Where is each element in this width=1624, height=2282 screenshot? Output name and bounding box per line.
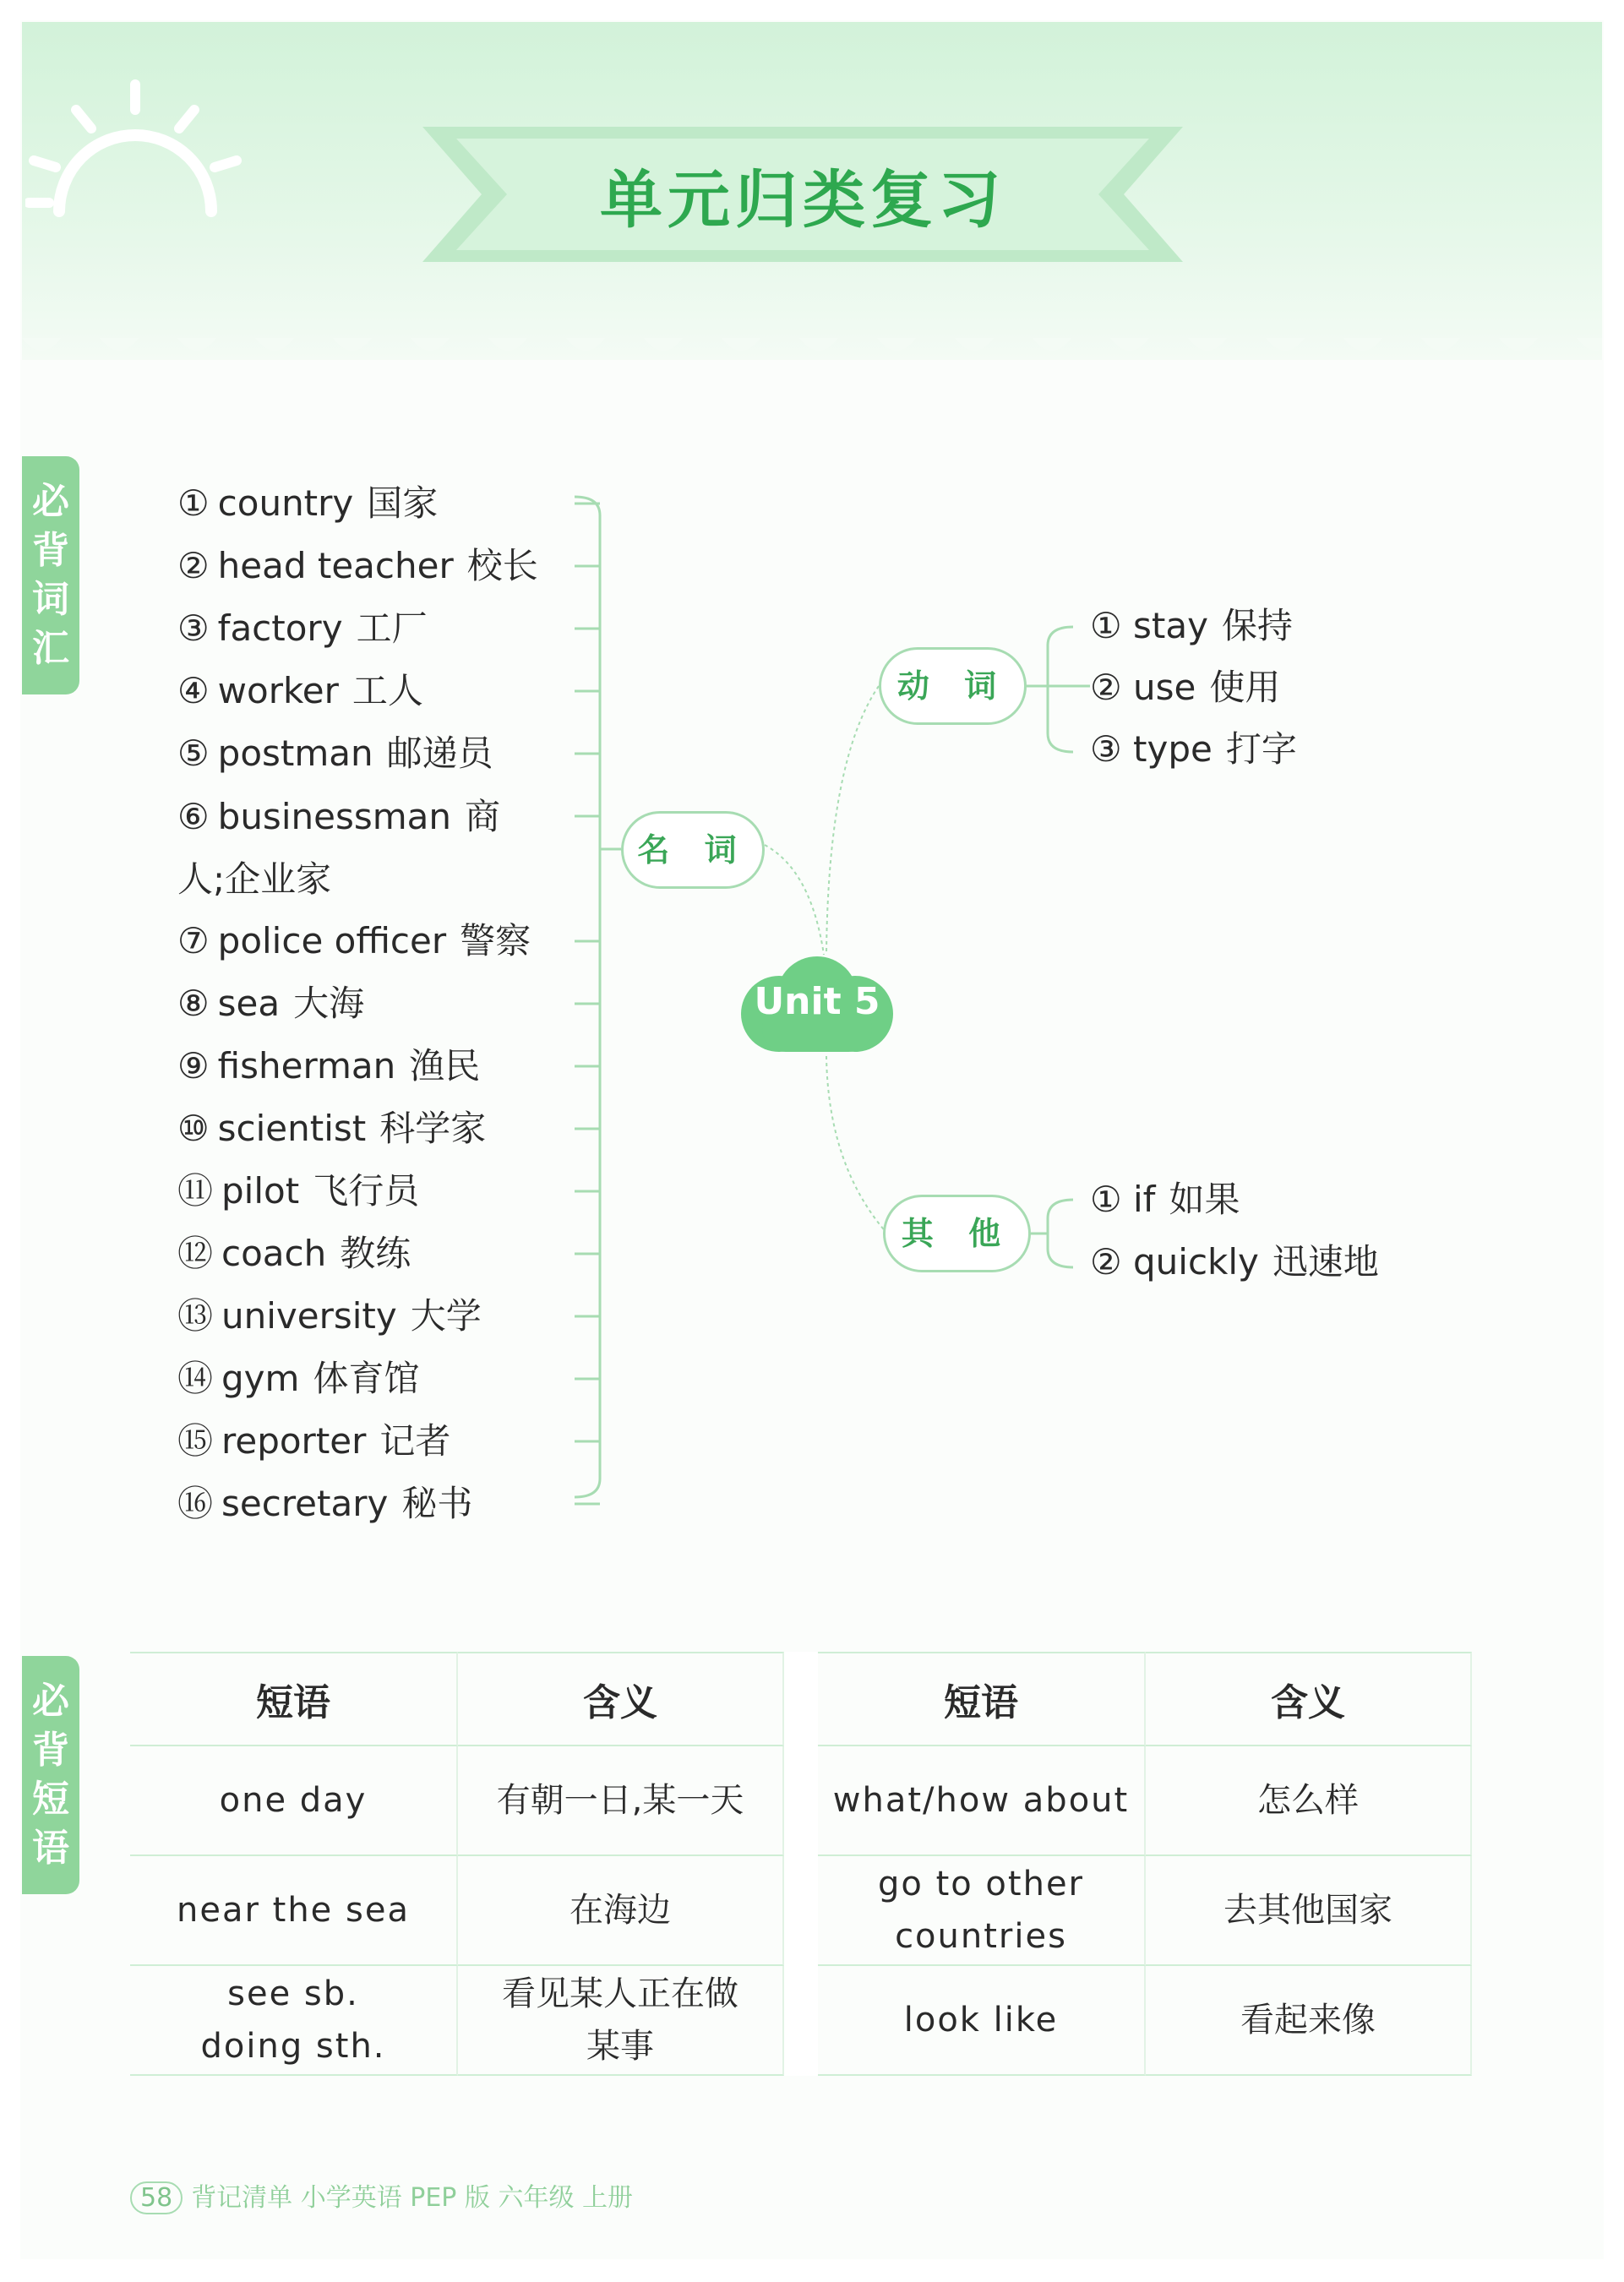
noun-item xyxy=(177,1161,583,1222)
item-chinese: 校长 xyxy=(466,545,538,586)
item-chinese: 大学 xyxy=(410,1295,482,1337)
phrase-cell: go to other countries xyxy=(818,1856,1146,1966)
item-chinese: 记者 xyxy=(379,1420,451,1462)
item-number: ④ xyxy=(177,670,210,711)
vocab-tab-char: 词 xyxy=(32,578,69,621)
noun-item xyxy=(177,1036,583,1097)
vocab-side-tab xyxy=(22,456,79,694)
meaning-cell: 怎么样 xyxy=(1146,1746,1472,1856)
column-gap xyxy=(784,1966,818,2076)
item-english: quickly xyxy=(1133,1241,1259,1283)
noun-item xyxy=(177,598,583,659)
item-number: ② xyxy=(1090,667,1122,708)
item-number: ① xyxy=(1090,605,1122,646)
item-english: postman xyxy=(217,733,373,774)
item-chinese: 如果 xyxy=(1169,1179,1240,1220)
item-chinese: 科学家 xyxy=(379,1108,487,1149)
phrase-table xyxy=(130,1652,1472,2076)
item-chinese: 秘书 xyxy=(401,1483,473,1524)
item-chinese: 使用 xyxy=(1209,667,1281,708)
item-english: fisherman xyxy=(217,1045,396,1087)
item-number: ⑬ xyxy=(177,1295,214,1337)
item-number: ⑫ xyxy=(177,1233,214,1274)
noun-item xyxy=(177,786,532,911)
phrase-cell: one day xyxy=(130,1746,458,1856)
item-chinese: 体育馆 xyxy=(313,1358,420,1399)
noun-item xyxy=(177,1473,583,1534)
meaning-cell: 去其他国家 xyxy=(1146,1856,1472,1966)
item-english: gym xyxy=(221,1358,300,1399)
footer-text: 背记清单 小学英语 PEP 版 六年级 上册 xyxy=(191,2183,634,2213)
page-footer xyxy=(130,2176,633,2214)
verb-item xyxy=(1090,719,1297,780)
item-english: secretary xyxy=(221,1483,389,1524)
meaning-cell: 在海边 xyxy=(458,1856,784,1966)
item-english: sea xyxy=(217,983,281,1024)
noun-item xyxy=(177,536,583,596)
item-number: ⑧ xyxy=(177,983,210,1024)
phrases-tab-char: 语 xyxy=(32,1827,69,1870)
verb-category-pill: 动 词 xyxy=(879,647,1027,725)
item-number: ⑭ xyxy=(177,1358,214,1399)
item-chinese: 工厂 xyxy=(356,607,428,649)
item-number: ① xyxy=(1090,1179,1122,1220)
noun-item xyxy=(177,1411,583,1472)
phrases-tab-char: 短 xyxy=(32,1778,69,1821)
item-chinese: 飞行员 xyxy=(313,1170,420,1212)
meaning-cell: 看起来像 xyxy=(1146,1966,1472,2076)
phrase-cell: near the sea xyxy=(130,1856,458,1966)
item-number: ⑨ xyxy=(177,1045,210,1087)
meaning-cell: 看见某人正在做某事 xyxy=(458,1966,784,2076)
item-english: police officer xyxy=(217,920,447,961)
phrase-cell: look like xyxy=(818,1966,1146,2076)
phrases-tab-char: 必 xyxy=(32,1680,69,1723)
column-header: 短语 xyxy=(818,1652,1146,1746)
other-category-pill: 其 他 xyxy=(883,1195,1031,1272)
item-chinese: 商人;企业家 xyxy=(177,796,500,900)
item-chinese: 大海 xyxy=(293,983,365,1024)
table-row xyxy=(130,1856,1472,1966)
item-chinese: 警察 xyxy=(460,920,531,961)
item-number: ② xyxy=(177,545,210,586)
item-english: pilot xyxy=(221,1170,300,1212)
item-number: ⑯ xyxy=(177,1483,214,1524)
header-wave xyxy=(22,338,1602,372)
item-english: head teacher xyxy=(217,545,454,586)
item-english: if xyxy=(1133,1179,1156,1220)
item-number: ⑤ xyxy=(177,733,210,774)
noun-item xyxy=(177,661,583,722)
item-number: ② xyxy=(1090,1241,1122,1283)
item-number: ⑪ xyxy=(177,1170,214,1212)
item-english: coach xyxy=(221,1233,327,1274)
column-header: 短语 xyxy=(130,1652,458,1746)
item-chinese: 打字 xyxy=(1225,728,1297,770)
item-number: ① xyxy=(177,482,210,524)
item-chinese: 邮递员 xyxy=(386,733,493,774)
sun-icon xyxy=(25,59,262,228)
page-number: 58 xyxy=(130,2181,183,2214)
column-header: 含义 xyxy=(458,1652,784,1746)
noun-item xyxy=(177,1098,583,1159)
phrase-cell: see sb. doing sth. xyxy=(130,1966,458,2076)
item-number: ⑩ xyxy=(177,1108,210,1149)
item-english: university xyxy=(221,1295,397,1337)
column-header: 含义 xyxy=(1146,1652,1472,1746)
noun-item xyxy=(177,1348,583,1409)
column-gap xyxy=(784,1746,818,1856)
item-number: ⑦ xyxy=(177,920,210,961)
noun-item xyxy=(177,723,583,784)
vocab-tab-char: 必 xyxy=(32,480,69,523)
phrases-side-tab xyxy=(22,1656,79,1894)
verb-item xyxy=(1090,657,1280,718)
other-item xyxy=(1090,1232,1379,1293)
vocab-tab-char: 背 xyxy=(32,529,69,572)
item-english: stay xyxy=(1133,605,1208,646)
center-unit-label: Unit 5 xyxy=(754,980,880,1023)
item-english: reporter xyxy=(221,1420,367,1462)
noun-item xyxy=(177,1223,583,1284)
item-number: ③ xyxy=(1090,728,1122,770)
phrases-tab-char: 背 xyxy=(32,1729,69,1772)
noun-item xyxy=(177,473,583,534)
item-english: factory xyxy=(217,607,343,649)
item-chinese: 国家 xyxy=(367,482,439,524)
table-row xyxy=(130,1966,1472,2076)
meaning-cell: 有朝一日,某一天 xyxy=(458,1746,784,1856)
item-english: use xyxy=(1133,667,1196,708)
item-number: ③ xyxy=(177,607,210,649)
item-number: ⑮ xyxy=(177,1420,214,1462)
item-english: businessman xyxy=(217,796,451,837)
phrase-cell: what/how about xyxy=(818,1746,1146,1856)
noun-item xyxy=(177,911,583,972)
item-english: worker xyxy=(217,670,339,711)
column-gap xyxy=(784,1856,818,1966)
table-row xyxy=(130,1746,1472,1856)
page-title: 单元归类复习 xyxy=(600,164,1005,237)
item-chinese: 工人 xyxy=(352,670,423,711)
column-gap xyxy=(784,1652,818,1746)
other-item xyxy=(1090,1169,1240,1230)
verb-item xyxy=(1090,596,1293,656)
noun-item xyxy=(177,973,583,1034)
table-header-row xyxy=(130,1652,1472,1746)
item-english: type xyxy=(1133,728,1213,770)
item-english: scientist xyxy=(217,1108,367,1149)
item-english: country xyxy=(217,482,354,524)
item-chinese: 渔民 xyxy=(409,1045,481,1087)
vocab-tab-char: 汇 xyxy=(32,627,69,670)
item-number: ⑥ xyxy=(177,796,210,837)
item-chinese: 迅速地 xyxy=(1272,1241,1379,1283)
noun-category-pill: 名 词 xyxy=(621,811,765,889)
noun-item xyxy=(177,1286,583,1347)
item-chinese: 教练 xyxy=(340,1233,411,1274)
item-chinese: 保持 xyxy=(1221,605,1293,646)
